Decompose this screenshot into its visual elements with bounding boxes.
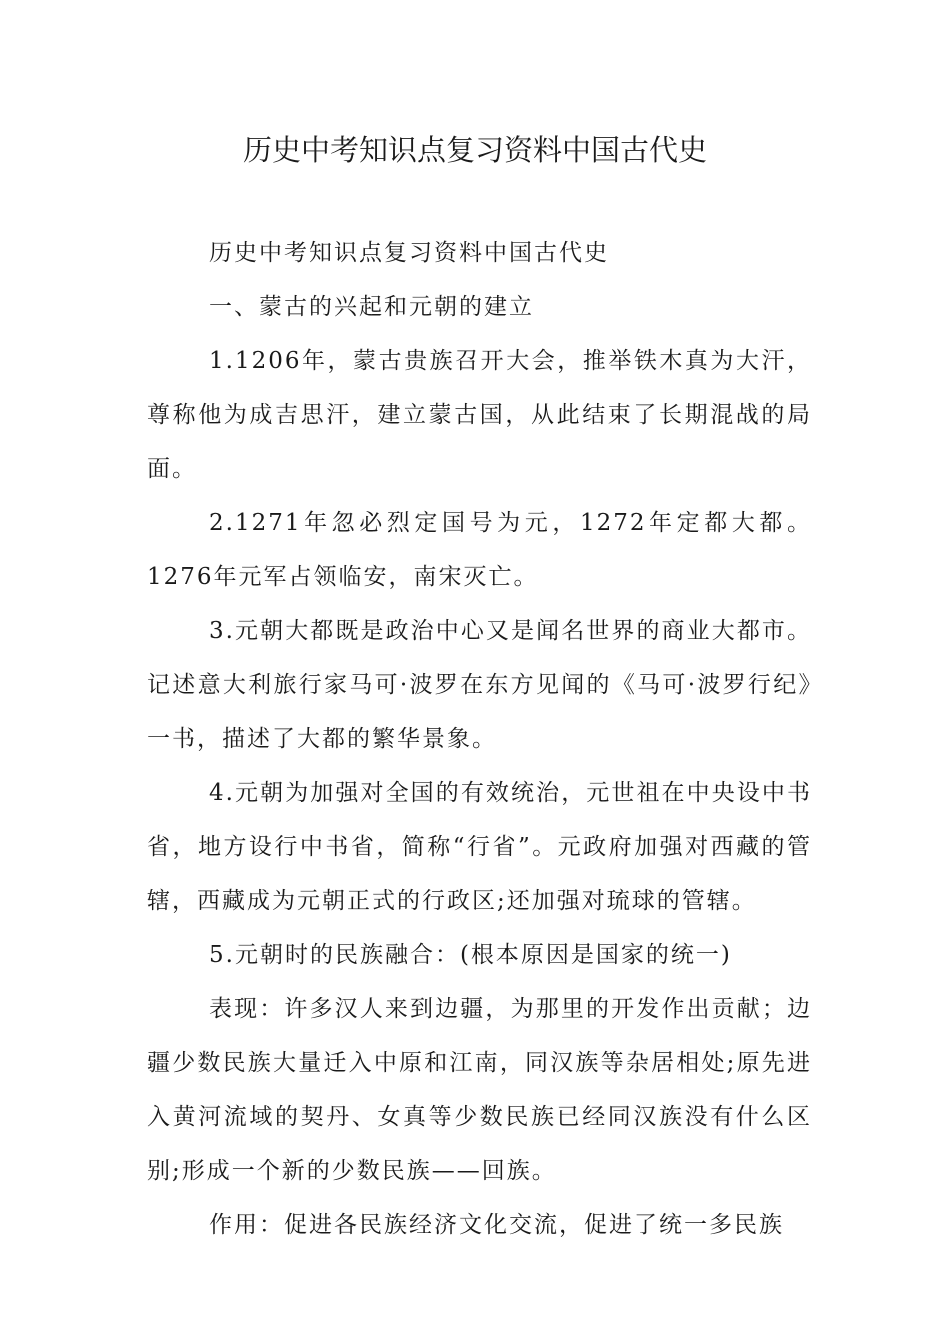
paragraph-section-heading: 一、蒙古的兴起和元朝的建立: [209, 294, 534, 320]
paragraph-item-5: 5.元朝时的民族融合：(根本原因是国家的统一): [209, 942, 732, 968]
paragraph-subtitle: 历史中考知识点复习资料中国古代史: [209, 240, 609, 266]
paragraph-item-4: 4.元朝为加强对全国的有效统治，元世祖在中央设中书省，地方设行中书省，简称“行省”。元政府加强对西藏的管辖，西藏成为元朝正式的行政区;还加强对琉球的管辖。: [147, 780, 812, 914]
paragraph-item-2: 2.1271年忽必烈定国号为元，1272年定都大都。1276年元军占领临安，南宋灭亡。: [147, 510, 812, 590]
document-body: [147, 226, 812, 1252]
paragraph-effect: 作用：促进各民族经济文化交流，促进了统一多民族: [209, 1212, 784, 1238]
paragraph-item-3: 3.元朝大都既是政治中心又是闻名世界的商业大都市。记述意大利旅行家马可·波罗在东方见闻的《马可·波罗行纪》一书，描述了大都的繁华景象。: [147, 618, 812, 752]
paragraph-item-1: 1.1206年，蒙古贵族召开大会，推举铁木真为大汗，尊称他为成吉思汗，建立蒙古国，从此结束了长期混战的局面。: [147, 348, 812, 482]
paragraph-manifestation: 表现：许多汉人来到边疆，为那里的开发作出贡献；边疆少数民族大量迁入中原和江南，同汉族等杂居相处;原先进入黄河流域的契丹、女真等少数民族已经同汉族没有什么区别;形成一个新的少数民族——回族。: [147, 996, 812, 1184]
document-title: 历史中考知识点复习资料中国古代史: [242, 133, 707, 167]
